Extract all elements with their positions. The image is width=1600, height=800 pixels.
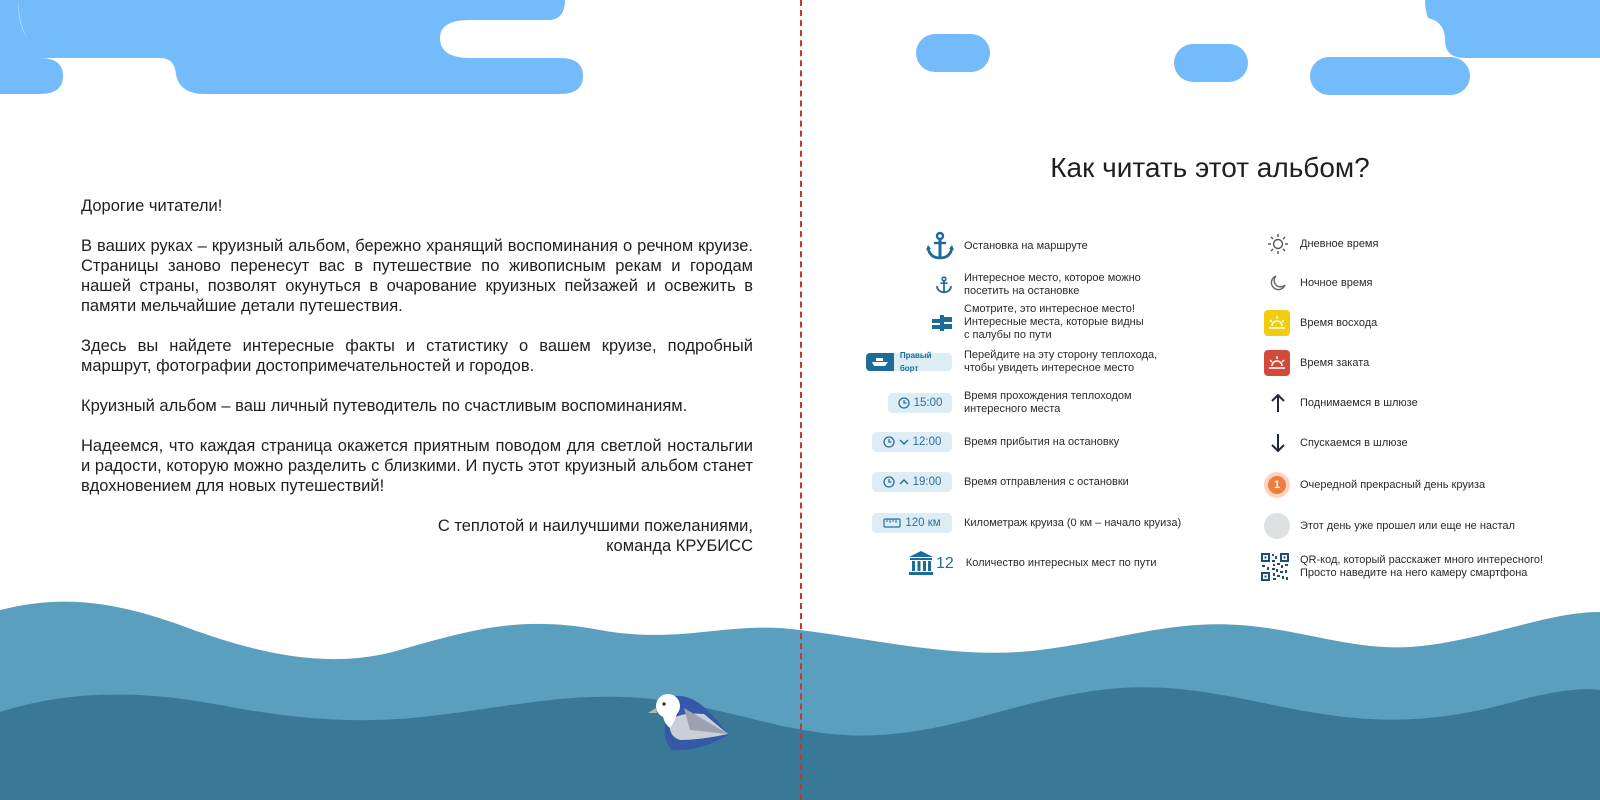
museum-icon	[908, 550, 934, 576]
moon-icon	[1264, 272, 1292, 294]
legend-label: Поднимаемся в шлюзе	[1300, 396, 1418, 409]
legend-label: Время прохождения теплоходом интересного места	[964, 390, 1132, 415]
ship-icon	[866, 353, 894, 371]
legend-title: Как читать этот альбом?	[1050, 152, 1370, 183]
sun-icon	[1264, 233, 1292, 255]
legend-item-daytime	[1264, 233, 1378, 255]
arrow-down-icon	[1264, 432, 1292, 454]
letter-signature-line-1: С теплотой и наилучшими пожеланиями,	[437, 517, 753, 535]
legend-item-ship-side	[866, 349, 1157, 375]
legend-label: Остановка на маршруте	[964, 239, 1088, 252]
legend-item-sunrise	[1264, 310, 1377, 336]
departure-badge-value: 19:00	[912, 475, 942, 488]
clock-icon	[883, 476, 895, 488]
chevron-up-icon	[899, 478, 909, 486]
sunset-icon	[1264, 350, 1290, 376]
gray-circle-icon	[1264, 513, 1290, 539]
legend-item-lock-down	[1264, 432, 1408, 454]
legend-label: Время отправления с остановки	[964, 475, 1129, 488]
day-number-value: 1	[1268, 476, 1286, 494]
letter-paragraph: Здесь вы найдете интересные факты и статистику о вашем круизе, подробный маршрут, фотографии достопримечательностей и городов.	[81, 337, 753, 375]
mileage-badge	[872, 513, 952, 533]
legend-label: Ночное время	[1300, 276, 1373, 289]
poi-count-value: 12	[936, 554, 954, 572]
legend-label: Километраж круиза (0 км – начало круиза)	[964, 516, 1182, 529]
time-badge	[888, 393, 952, 413]
day-number-icon	[1264, 472, 1290, 498]
legend-item-qr	[1260, 552, 1543, 582]
letter-paragraph: В ваших руках – круизный альбом, бережно хранящий воспоминания о речном круизе. Страницы заново перенесут вас в путешествие по живописным рекам и городам нашей страны, позволят окунуться в очарование круизных пейзажей и освежить в памяти мельчайшие детали путешествия.	[81, 237, 753, 315]
legend-item-deck-view	[930, 303, 1144, 342]
departure-badge	[872, 472, 952, 492]
time-badge-value: 15:00	[913, 396, 943, 409]
legend-item-poi-count	[908, 550, 1157, 576]
anchor-large-icon	[924, 230, 956, 262]
letter-greeting: Дорогие читатели!	[81, 197, 223, 215]
anchor-small-icon	[934, 274, 954, 296]
letter-signature-line-2: команда КРУБИСС	[606, 537, 753, 555]
clock-icon	[883, 436, 895, 448]
qr-code-icon	[1260, 552, 1290, 582]
cloud-small-2	[1174, 44, 1248, 82]
sunrise-icon	[1264, 310, 1290, 336]
legend-item-arrival-time	[872, 432, 1119, 452]
cloud-small-1	[916, 34, 990, 72]
ship-side-label: Правый борт	[899, 351, 932, 373]
ruler-icon	[883, 518, 901, 528]
legend-item-departure-time	[872, 472, 1129, 492]
legend-label: Время восхода	[1300, 316, 1378, 329]
legend-label: Перейдите на эту сторону теплохода, чтобы увидеть интересное место	[964, 349, 1158, 374]
legend-label: Время заката	[1300, 356, 1370, 369]
letter-paragraph: Круизный альбом – ваш личный путеводитель по счастливым воспоминаниям.	[81, 397, 688, 415]
arrival-badge-value: 12:00	[912, 435, 942, 448]
legend-label: Этот день уже прошел или еще не настал	[1300, 519, 1515, 532]
chevron-down-icon	[899, 438, 909, 446]
legend-item-cruise-day	[1264, 472, 1485, 498]
legend-label: Спускаемся в шлюзе	[1300, 436, 1408, 449]
legend-item-mileage	[872, 513, 1181, 533]
welcome-letter	[81, 196, 753, 556]
arrival-badge	[872, 432, 952, 452]
legend-label: Смотрите, это интересное место! Интересные места, которые видны с палубы по пути	[964, 303, 1144, 341]
legend-label: Очередной прекрасный день круиза	[1300, 478, 1486, 491]
legend-label: Время прибытия на остановку	[964, 435, 1120, 448]
legend-item-nighttime	[1264, 272, 1373, 294]
legend-item-lock-up	[1264, 392, 1418, 414]
cloud-wide	[1310, 57, 1470, 95]
cloud-right	[1425, 0, 1600, 58]
legend-label: Интересное место, которое можно посетить на остановке	[964, 272, 1141, 297]
legend-item-pass-time	[888, 390, 1132, 416]
legend-item-sunset	[1264, 350, 1369, 376]
ship-side-badge	[866, 353, 952, 371]
legend-label: QR-код, который расскажет много интересного! Просто наведите на него камеру смартфона	[1300, 554, 1544, 579]
legend-item-inactive-day	[1264, 513, 1515, 539]
clock-icon	[898, 397, 910, 409]
page-divider	[800, 0, 802, 800]
mileage-badge-value: 120 км	[905, 516, 941, 529]
legend-label: Дневное время	[1300, 237, 1379, 250]
letter-paragraph: Надеемся, что каждая страница окажется приятным поводом для светлой ностальгии и радости, которую можно разделить с близкими. И пусть этот круизный альбом станет вдохновением для новых путешествий!	[81, 437, 753, 495]
legend-item-stop	[924, 230, 1088, 262]
legend-label: Количество интересных мест по пути	[965, 556, 1157, 569]
legend-item-poi-at-stop	[934, 272, 1141, 298]
arrow-up-icon	[1264, 392, 1292, 414]
binoculars-icon	[930, 311, 954, 335]
